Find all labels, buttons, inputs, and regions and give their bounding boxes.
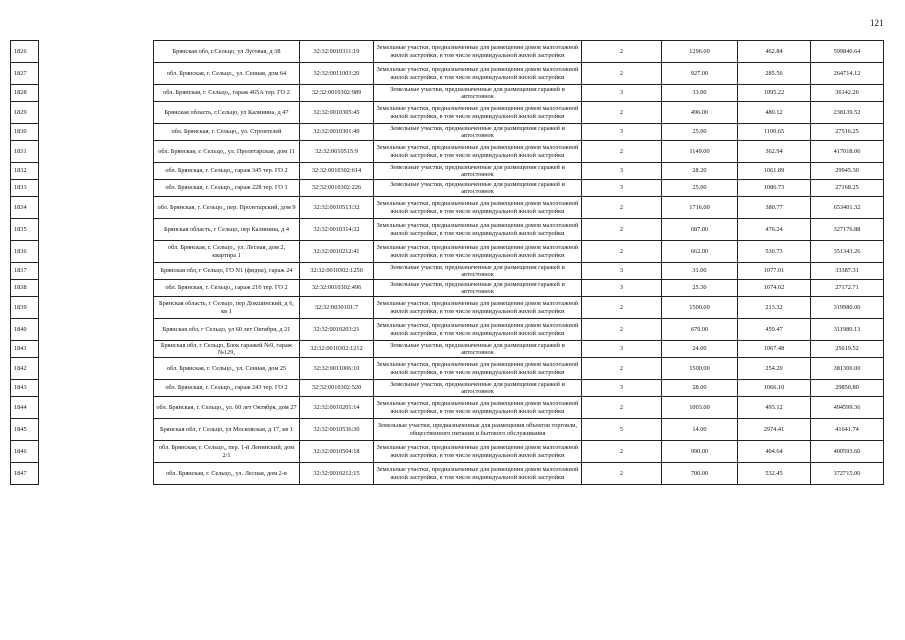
area-cell: 14.00: [662, 419, 738, 441]
cadastral-number-cell: 32:32:0010536:30: [300, 419, 374, 441]
address-cell: Брянская обл, г.Сельцо, ул Луговая, д 38: [154, 41, 300, 63]
address-cell: Брянская область, г Сельцо, пер Калинина, д 4: [154, 219, 300, 241]
cadastral-number-cell: 32:32:0010305:45: [300, 102, 374, 124]
cadastral-value-cell: 29850.80: [811, 380, 884, 397]
specific-value-cell: 213.32: [738, 297, 811, 319]
group-cell: 3: [582, 280, 662, 297]
land-use-cell: Земельные участки, предназначенные для размещения домов малоэтажной жилой застройки, в том числе индивидуальной жилой застройки: [374, 319, 582, 341]
record-number: 1843: [11, 380, 39, 397]
cadastral-value-cell: 41641.74: [811, 419, 884, 441]
cadastral-value-cell: 27168.25: [811, 180, 884, 197]
spacer-cell: [39, 102, 154, 124]
table-row: [11, 102, 884, 124]
cadastral-value-cell: 27172.71: [811, 280, 884, 297]
cadastral-number-cell: 32:32:0010212:41: [300, 241, 374, 263]
record-number: 1837: [11, 263, 39, 280]
group-cell: 3: [582, 341, 662, 358]
spacer-cell: [39, 85, 154, 102]
land-use-cell: Земельные участки, предназначенные для размещения домов малоэтажной жилой застройки, в том числе индивидуальной жилой застройки: [374, 358, 582, 380]
spacer-cell: [39, 124, 154, 141]
record-number: 1835: [11, 219, 39, 241]
spacer-cell: [39, 463, 154, 485]
area-cell: 1296.00: [662, 41, 738, 63]
spacer-cell: [39, 180, 154, 197]
spacer-cell: [39, 397, 154, 419]
area-cell: 1149.00: [662, 141, 738, 163]
spacer-cell: [39, 63, 154, 85]
group-cell: 2: [582, 197, 662, 219]
record-number: 1844: [11, 397, 39, 419]
spacer-cell: [39, 358, 154, 380]
group-cell: 3: [582, 124, 662, 141]
cadastral-value-cell: 25619.52: [811, 341, 884, 358]
land-use-cell: Земельные участки, предназначенные для размещения домов малоэтажной жилой застройки, в том числе индивидуальной жилой застройки: [374, 63, 582, 85]
cadastral-value-cell: 400593.60: [811, 441, 884, 463]
land-use-cell: Земельные участки, предназначенные для размещения домов малоэтажной жилой застройки, в том числе индивидуальной жилой застройки: [374, 102, 582, 124]
area-cell: 31.00: [662, 263, 738, 280]
cadastral-number-cell: 32:32:0011003:20: [300, 63, 374, 85]
address-cell: Брянская обл, г Сельцо, ГО N1 (фидна), гараж 24: [154, 263, 300, 280]
table-row: [11, 180, 884, 197]
table-row: [11, 219, 884, 241]
record-number: 1846: [11, 441, 39, 463]
address-cell: обл. Брянская, г. Сельцо,, ул. 60 лет Октября, дом 27: [154, 397, 300, 419]
table-row: [11, 163, 884, 180]
group-cell: 3: [582, 263, 662, 280]
spacer-cell: [39, 341, 154, 358]
table-row: [11, 319, 884, 341]
table-row: [11, 358, 884, 380]
cadastral-value-cell: 351343.26: [811, 241, 884, 263]
specific-value-cell: 254.20: [738, 358, 811, 380]
address-cell: обл. Брянская, г. Сельцо,, гараж 216 тер. ГО 2: [154, 280, 300, 297]
record-number: 1841: [11, 341, 39, 358]
cadastral-value-cell: 653401.32: [811, 197, 884, 219]
spacer-cell: [39, 280, 154, 297]
record-number: 1845: [11, 419, 39, 441]
address-cell: обл. Брянская, г. Сельцо,, пер. 1-й Ленинский, дом 2/1: [154, 441, 300, 463]
area-cell: 25.30: [662, 280, 738, 297]
specific-value-cell: 1066.10: [738, 380, 811, 397]
cadastral-value-cell: 29945.30: [811, 163, 884, 180]
land-use-cell: Земельные участки, предназначенные для размещения объектов торговли, общественного питания и бытового обслуживания: [374, 419, 582, 441]
specific-value-cell: 1061.89: [738, 163, 811, 180]
cadastral-number-cell: 32:32:0010311:19: [300, 41, 374, 63]
specific-value-cell: 1095.22: [738, 85, 811, 102]
group-cell: 3: [582, 163, 662, 180]
cadastral-number-cell: 32:32:0010513:32: [300, 197, 374, 219]
area-cell: 25.00: [662, 124, 738, 141]
specific-value-cell: 380.77: [738, 197, 811, 219]
area-cell: 662.00: [662, 241, 738, 263]
record-number: 1831: [11, 141, 39, 163]
specific-value-cell: 362.94: [738, 141, 811, 163]
address-cell: Брянская обл, г Сельцо, Блок гаражей №9, гараж №129,: [154, 341, 300, 358]
record-number: 1839: [11, 297, 39, 319]
table-row: [11, 419, 884, 441]
land-use-cell: Земельные участки, предназначенные для размещения гаражей и автостоянок: [374, 280, 582, 297]
cadastral-number-cell: 32:32:0010302:614: [300, 163, 374, 180]
address-cell: обл. Брянская, г. Сельцо,, ул. Сенная, дом 25: [154, 358, 300, 380]
address-cell: обл. Брянская, г. Сельцо,, ул. Строителей: [154, 124, 300, 141]
address-cell: обл. Брянская, г. Сельцо,, ул. Лесная, дом 2-в: [154, 463, 300, 485]
table-row: [11, 297, 884, 319]
address-cell: обл. Брянская, г. Сельцо,, ул. Лесная, дом 2, квартира 1: [154, 241, 300, 263]
table-row: [11, 397, 884, 419]
land-use-cell: Земельные участки, предназначенные для размещения домов малоэтажной жилой застройки, в том числе индивидуальной жилой застройки: [374, 463, 582, 485]
land-use-cell: Земельные участки, предназначенные для размещения гаражей и автостоянок: [374, 124, 582, 141]
record-number: 1840: [11, 319, 39, 341]
spacer-cell: [39, 141, 154, 163]
spacer-cell: [39, 319, 154, 341]
specific-value-cell: 285.56: [738, 63, 811, 85]
cadastral-number-cell: 32:32:0010504:18: [300, 441, 374, 463]
area-cell: 1500.00: [662, 358, 738, 380]
area-cell: 1500.00: [662, 297, 738, 319]
cadastral-value-cell: 599840.64: [811, 41, 884, 63]
table-row: [11, 197, 884, 219]
area-cell: 25.00: [662, 180, 738, 197]
cadastral-number-cell: 32:32:0010201:14: [300, 397, 374, 419]
cadastral-value-cell: 264714.12: [811, 63, 884, 85]
specific-value-cell: 1077.01: [738, 263, 811, 280]
specific-value-cell: 462.84: [738, 41, 811, 63]
address-cell: обл. Брянская, г. Сельцо,, ул. Сенная, дом 64: [154, 63, 300, 85]
land-use-cell: Земельные участки, предназначенные для размещения гаражей и автостоянок: [374, 180, 582, 197]
land-registry-table: [10, 40, 884, 485]
land-use-cell: Земельные участки, предназначенные для размещения гаражей и автостоянок: [374, 163, 582, 180]
spacer-cell: [39, 197, 154, 219]
group-cell: 2: [582, 463, 662, 485]
record-number: 1830: [11, 124, 39, 141]
spacer-cell: [39, 263, 154, 280]
cadastral-value-cell: 381300.00: [811, 358, 884, 380]
address-cell: обл. Брянская, г. Сельцо,, гараж 243 тер. ГО 2: [154, 380, 300, 397]
spacer-cell: [39, 441, 154, 463]
cadastral-value-cell: 27516.25: [811, 124, 884, 141]
table-row: [11, 41, 884, 63]
land-use-cell: Земельные участки, предназначенные для размещения домов малоэтажной жилой застройки, в том числе индивидуальной жилой застройки: [374, 41, 582, 63]
spacer-cell: [39, 297, 154, 319]
specific-value-cell: 459.47: [738, 319, 811, 341]
land-use-cell: Земельные участки, предназначенные для размещения домов малоэтажной жилой застройки, в том числе индивидуальной жилой застройки: [374, 141, 582, 163]
table-row: [11, 463, 884, 485]
land-use-cell: Земельные участки, предназначенные для размещения домов малоэтажной жилой застройки, в том числе индивидуальной жилой застройки: [374, 197, 582, 219]
area-cell: 28.00: [662, 380, 738, 397]
specific-value-cell: 404.64: [738, 441, 811, 463]
address-cell: Брянская обл, г Сельцо, ул Московская, д 17, кв 1: [154, 419, 300, 441]
specific-value-cell: 493.12: [738, 397, 811, 419]
cadastral-value-cell: 33387.31: [811, 263, 884, 280]
address-cell: Брянская область, г Сельцо, пер Докшинский, д 6, кв 1: [154, 297, 300, 319]
table-row: [11, 263, 884, 280]
area-cell: 1003.00: [662, 397, 738, 419]
group-cell: 2: [582, 241, 662, 263]
group-cell: 2: [582, 41, 662, 63]
specific-value-cell: 2974.41: [738, 419, 811, 441]
cadastral-number-cell: 32:32:0010203:21: [300, 319, 374, 341]
spacer-cell: [39, 219, 154, 241]
cadastral-number-cell: 32:32:0030101:7: [300, 297, 374, 319]
specific-value-cell: 532.45: [738, 463, 811, 485]
area-cell: 24.00: [662, 341, 738, 358]
cadastral-value-cell: 36142.26: [811, 85, 884, 102]
spacer-cell: [39, 419, 154, 441]
record-number: 1836: [11, 241, 39, 263]
spacer-cell: [39, 241, 154, 263]
group-cell: 2: [582, 141, 662, 163]
specific-value-cell: 1086.73: [738, 180, 811, 197]
record-number: 1838: [11, 280, 39, 297]
group-cell: 2: [582, 319, 662, 341]
spacer-cell: [39, 380, 154, 397]
record-number: 1834: [11, 197, 39, 219]
cadastral-number-cell: 32:32:0010301:49: [300, 124, 374, 141]
cadastral-value-cell: 417018.06: [811, 141, 884, 163]
page-number: 121: [870, 18, 884, 28]
table-row: [11, 341, 884, 358]
record-number: 1828: [11, 85, 39, 102]
group-cell: 2: [582, 358, 662, 380]
address-cell: Брянская область, г.Сельцо, ул Калинина, д 47: [154, 102, 300, 124]
address-cell: обл. Брянская, г. Сельцо,, пер. Пролетарский, дом 9: [154, 197, 300, 219]
cadastral-number-cell: 32:32:0010302:989: [300, 85, 374, 102]
cadastral-value-cell: 319980.00: [811, 297, 884, 319]
cadastral-number-cell: 32:32:0010302:1212: [300, 341, 374, 358]
cadastral-number-cell: 32:32:0010515:9: [300, 141, 374, 163]
spacer-cell: [39, 41, 154, 63]
specific-value-cell: 530.73: [738, 241, 811, 263]
area-cell: 28.20: [662, 163, 738, 180]
group-cell: 2: [582, 441, 662, 463]
record-number: 1826: [11, 41, 39, 63]
table-row: [11, 441, 884, 463]
address-cell: обл. Брянская, г. Сельцо,, гараж 345 тер. ГО 2: [154, 163, 300, 180]
cadastral-number-cell: 32:32:0010302:496: [300, 280, 374, 297]
group-cell: 2: [582, 397, 662, 419]
area-cell: 927.00: [662, 63, 738, 85]
area-cell: 1716.00: [662, 197, 738, 219]
group-cell: 2: [582, 297, 662, 319]
area-cell: 33.00: [662, 85, 738, 102]
cadastral-value-cell: 494599.36: [811, 397, 884, 419]
land-use-cell: Земельные участки, предназначенные для размещения гаражей и автостоянок: [374, 263, 582, 280]
address-cell: обл. Брянская, г. Сельцо,, гараж 465А тер. ГО 2: [154, 85, 300, 102]
cadastral-number-cell: 32:32:0010314:32: [300, 219, 374, 241]
table-row: [11, 380, 884, 397]
area-cell: 496.00: [662, 102, 738, 124]
record-number: 1832: [11, 163, 39, 180]
specific-value-cell: 1067.48: [738, 341, 811, 358]
cadastral-number-cell: 32:32:0010302:1250: [300, 263, 374, 280]
land-use-cell: Земельные участки, предназначенные для размещения домов малоэтажной жилой застройки, в том числе индивидуальной жилой застройки: [374, 397, 582, 419]
table-row: [11, 241, 884, 263]
address-cell: обл. Брянская, г. Сельцо,, ул. Пролетарская, дом 11: [154, 141, 300, 163]
land-use-cell: Земельные участки, предназначенные для размещения гаражей и автостоянок: [374, 341, 582, 358]
cadastral-value-cell: 238139.52: [811, 102, 884, 124]
table-row: [11, 280, 884, 297]
land-use-cell: Земельные участки, предназначенные для размещения гаражей и автостоянок: [374, 85, 582, 102]
cadastral-number-cell: 32:32:0010302:520: [300, 380, 374, 397]
record-number: 1827: [11, 63, 39, 85]
specific-value-cell: 1074.02: [738, 280, 811, 297]
record-number: 1847: [11, 463, 39, 485]
table-row: [11, 124, 884, 141]
table-body: [11, 41, 884, 485]
record-number: 1833: [11, 180, 39, 197]
cadastral-number-cell: 32:32:0010302:226: [300, 180, 374, 197]
specific-value-cell: 476.24: [738, 219, 811, 241]
record-number: 1829: [11, 102, 39, 124]
table-row: [11, 63, 884, 85]
table-row: [11, 141, 884, 163]
group-cell: 2: [582, 102, 662, 124]
cadastral-value-cell: 327176.88: [811, 219, 884, 241]
table-row: [11, 85, 884, 102]
group-cell: 2: [582, 63, 662, 85]
spacer-cell: [39, 163, 154, 180]
group-cell: 2: [582, 219, 662, 241]
area-cell: 990.00: [662, 441, 738, 463]
cadastral-value-cell: 372715.00: [811, 463, 884, 485]
land-use-cell: Земельные участки, предназначенные для размещения домов малоэтажной жилой застройки, в том числе индивидуальной жилой застройки: [374, 441, 582, 463]
group-cell: 3: [582, 85, 662, 102]
address-cell: Брянская обл, г Сельцо, ул 60 лет Октября, д 21: [154, 319, 300, 341]
specific-value-cell: 1100.65: [738, 124, 811, 141]
land-use-cell: Земельные участки, предназначенные для размещения домов малоэтажной жилой застройки, в том числе индивидуальной жилой застройки: [374, 241, 582, 263]
group-cell: 3: [582, 180, 662, 197]
group-cell: 3: [582, 380, 662, 397]
area-cell: 679.00: [662, 319, 738, 341]
address-cell: обл. Брянская, г. Сельцо,, гараж 228 тер. ГО 1: [154, 180, 300, 197]
area-cell: 687.00: [662, 219, 738, 241]
record-number: 1842: [11, 358, 39, 380]
land-use-cell: Земельные участки, предназначенные для размещения гаражей и автостоянок: [374, 380, 582, 397]
cadastral-number-cell: 32:32:0010212:15: [300, 463, 374, 485]
cadastral-value-cell: 311980.13: [811, 319, 884, 341]
land-use-cell: Земельные участки, предназначенные для размещения домов малоэтажной жилой застройки, в том числе индивидуальной жилой застройки: [374, 219, 582, 241]
area-cell: 700.00: [662, 463, 738, 485]
cadastral-number-cell: 32:32:0011006:10: [300, 358, 374, 380]
group-cell: 5: [582, 419, 662, 441]
specific-value-cell: 480.12: [738, 102, 811, 124]
land-use-cell: Земельные участки, предназначенные для размещения домов малоэтажной жилой застройки, в том числе индивидуальной жилой застройки: [374, 297, 582, 319]
